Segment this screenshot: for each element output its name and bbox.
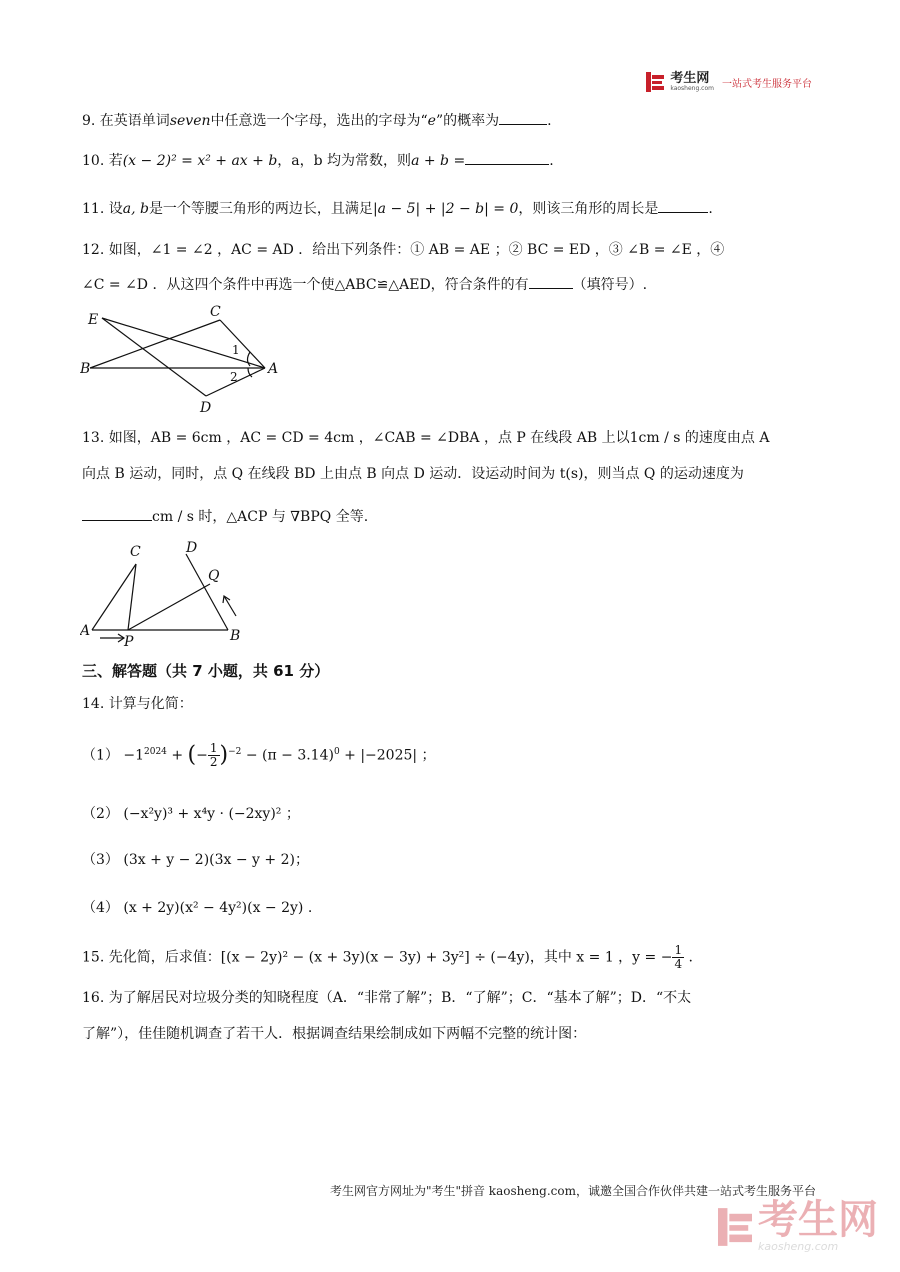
fig12-label-b: B <box>80 361 91 377</box>
question-16-line2: 了解”），佳佳随机调查了若干人．根据调查结果绘制成如下两幅不完整的统计图： <box>82 1026 587 1042</box>
q12-line2-end: （填符号）. <box>572 277 648 293</box>
figure-13 <box>80 540 250 650</box>
q10-expr: (x − 2)² = x² + ax + b <box>122 153 278 169</box>
watermark <box>718 1197 878 1253</box>
q11-end: . <box>708 201 713 217</box>
q12-answer-blank[interactable] <box>529 274 573 289</box>
question-13-line1: 13. 如图，AB = 6cm ，AC = CD = 4cm ，∠CAB = ∠DBA ，点 P 在线段 AB 上以1cm / s 的速度由点 A <box>82 430 770 446</box>
q14-p1-den: 2 <box>209 755 218 770</box>
q9-letter: e <box>427 113 436 129</box>
logo-domain: kaosheng.com <box>670 85 714 92</box>
question-14-title: 14. 计算与化简： <box>82 696 193 712</box>
q14-p1-d: 0 <box>333 747 340 757</box>
fig12-label-d: D <box>200 400 212 416</box>
question-10 <box>82 150 554 171</box>
q14-p1-e: + |−2025| ； <box>339 747 436 764</box>
question-12-line1: 12. 如图，∠1 = ∠2 ，AC = AD ．给出下列条件：① AB = AE ；② BC = ED ，③ ∠B = ∠E ，④ <box>82 242 725 258</box>
fig12-label-angle1: 1 <box>232 343 240 357</box>
fig12-label-c: C <box>210 304 221 320</box>
q10-end: . <box>549 153 554 169</box>
q11-prefix: 11. 设 <box>82 201 123 217</box>
fig12-label-e: E <box>88 312 99 328</box>
watermark-domain: kaosheng.com <box>758 1240 839 1253</box>
question-11 <box>82 198 713 219</box>
logo-name: 考生网 <box>670 71 710 86</box>
q15-den: 4 <box>674 957 683 971</box>
q10-answer-blank[interactable] <box>465 150 549 165</box>
fig12-segment-ea <box>102 318 265 368</box>
q15-text: 15. 先化简，后求值：[(x − 2y)² − (x + 3y)(x − 3y) + 3y²] ÷ (−4y)，其中 x = 1 ，y = − <box>82 949 673 966</box>
q14-p1-c: − (π − 3.14) <box>241 747 334 764</box>
q9-prefix: 9. 在英语单词 <box>82 113 170 129</box>
question-14-part2: （2） (−x²y)³ + x⁴y · (−2xy)² ； <box>82 806 300 822</box>
q15-fraction <box>672 944 684 971</box>
q14-p1-fraction <box>208 742 220 769</box>
question-13-line2: 向点 B 运动，同时，点 Q 在线段 BD 上由点 B 向点 D 运动．设运动时间为 t(s)，则当点 Q 的运动速度为 <box>82 466 744 482</box>
q15-end: . <box>684 949 693 966</box>
q11-vars: a, b <box>122 201 149 217</box>
q14-p1-exp: 2024 <box>144 747 167 757</box>
fig12-segment-ed <box>102 318 206 396</box>
q11-expr: |a − 5| + |2 − b| = 0 <box>372 201 519 217</box>
question-15 <box>82 944 693 971</box>
fig13-label-d: D <box>186 540 198 556</box>
question-9 <box>82 110 552 131</box>
fig13-label-b: B <box>230 628 241 644</box>
q10-target: a + b = <box>411 153 466 169</box>
figure-12 <box>80 300 290 420</box>
question-13-line3 <box>82 506 368 527</box>
question-16-line1: 16. 为了解居民对垃圾分类的知晓程度（A．“非常了解”；B．“了解”；C．“基本了解”；D．“不太 <box>82 990 692 1006</box>
header-logo <box>646 72 812 92</box>
q14-p1-num: 1 <box>209 741 218 756</box>
fig12-label-a: A <box>268 361 279 377</box>
q15-num: 1 <box>674 943 683 957</box>
logo-icon <box>646 72 664 92</box>
q9-word: seven <box>169 113 211 129</box>
fig13-label-c: C <box>130 544 141 560</box>
q12-line2-text: ∠C = ∠D ．从这四个条件中再选一个使△ABC≌△AED，符合条件的有 <box>82 277 529 293</box>
fig13-label-q: Q <box>208 568 220 584</box>
q10-prefix: 10. 若 <box>82 153 123 169</box>
fig13-segment-pq <box>128 584 210 630</box>
q13-answer-blank[interactable] <box>82 506 152 521</box>
q10-mid: ，a，b 均为常数，则 <box>277 153 412 169</box>
fig12-segment-bc <box>90 320 220 368</box>
q11-answer-blank[interactable] <box>658 198 708 213</box>
footer-text: 考生网官方网址为"考生"拼音 kaosheng.com，诚邀全国合作伙伴共建一站式考生服务平台 <box>329 1184 816 1198</box>
fig13-label-p: P <box>124 634 134 650</box>
logo-slogan: 一站式考生服务平台 <box>722 78 812 90</box>
q9-suffix: ”的概率为 <box>435 113 500 129</box>
q13-line3-text: cm / s 时，△ACP 与 ∇BPQ 全等. <box>152 509 369 525</box>
q14-p1-b: + <box>166 747 188 764</box>
q11-mid: 是一个等腰三角形的两边长，且满足 <box>148 201 373 217</box>
fig13-label-a: A <box>80 623 91 639</box>
question-14-part4: （4） (x + 2y)(x² − 4y²)(x − 2y) . <box>82 900 313 916</box>
fig13-arrow-q-shaft <box>224 596 236 616</box>
q14-p1-a: （1） −1 <box>82 747 144 764</box>
q11-suffix: ，则该三角形的周长是 <box>518 201 659 217</box>
question-14-part3: （3） (3x + y − 2)(3x − y + 2)； <box>82 852 309 868</box>
q9-answer-blank[interactable] <box>499 110 547 125</box>
watermark-logo-icon <box>718 1207 752 1247</box>
fig12-label-angle2: 2 <box>230 370 238 384</box>
section-title: 三、解答题（共 7 小题，共 61 分） <box>82 662 330 680</box>
question-14-part1: $(1) -1^{2024}$ + (− $\frac{1}{2}$ )$^{-2} - (\pi - 3.14)^0 + |-2025|$ ； <box>82 741 436 770</box>
question-12-line2 <box>82 274 647 295</box>
fig13-segment-bd <box>186 554 228 630</box>
q9-end: . <box>547 113 552 129</box>
watermark-name: 考生网 <box>758 1197 878 1243</box>
q9-mid: 中任意选一个字母，选出的字母为“ <box>210 113 428 129</box>
